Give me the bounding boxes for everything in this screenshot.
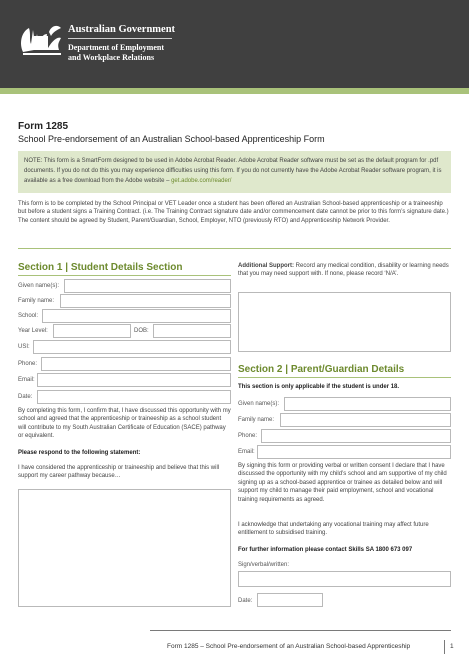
parent-consent-text: By signing this form or providing verbal or written consent I declare that I have discussed the opportunity with my child’s school and am supportive of my child signing up as a school-based apprentice or trainee as detailed below and will support my child to manage their paid employment, school and vocational training requirements as agreed. [238, 463, 447, 503]
usi-field[interactable] [33, 340, 231, 354]
section-divider [18, 248, 451, 249]
additional-support-text [238, 262, 451, 279]
section2-underline [238, 377, 451, 378]
additional-support-box[interactable] [238, 292, 451, 352]
career-pathway-response-box[interactable] [18, 489, 231, 607]
parent-family-name-label: Family name: [238, 417, 275, 423]
school-field[interactable] [42, 309, 231, 323]
dob-field[interactable] [153, 324, 231, 338]
additional-support-label: Additional Support: [238, 263, 294, 269]
note-text: NOTE: This form is a SmartForm designed to be used in Adobe Acrobat Reader. Adobe Acrobat Reader software must be set as the default program for .pdf documents. If you do not do this you may experience difficulties using this form. If you do not currently have the Adobe Acrobat Reader software program, it is available as a free download from the Adobe website – [24, 158, 442, 184]
training-acknowledgement-text: I acknowledge that undertaking any vocational training may affect future entitlement to subsidised training. [238, 522, 429, 537]
student-confirmation-text: By completing this form, I confirm that, I have discussed this opportunity with my school and agreed that the apprenticeship or traineeship as a school student will contribute to my South Australian Certificate of Education (SACE) pathway or equivalent. [18, 408, 231, 440]
header-accent-bar [0, 88, 469, 94]
smartform-note [18, 151, 451, 193]
page-number: 1 [450, 643, 454, 650]
parent-given-names-field[interactable] [284, 397, 451, 411]
parent-phone-label: Phone: [238, 433, 258, 439]
family-name-label: Family name: [18, 298, 55, 304]
parent-date-label: Date: [238, 598, 253, 604]
email-label: Email: [18, 377, 35, 383]
parent-family-name-field[interactable] [280, 413, 451, 427]
section1-heading: Section 1 | Student Details Section [18, 262, 183, 273]
family-name-field[interactable] [60, 294, 231, 308]
year-level-field[interactable] [53, 324, 131, 338]
usi-label: USI: [18, 344, 30, 350]
section1-underline [18, 275, 231, 276]
email-field[interactable] [37, 373, 231, 387]
parent-date-field[interactable] [257, 593, 323, 607]
parent-phone-field[interactable] [261, 429, 451, 443]
government-title: Australian Government [68, 24, 176, 35]
parent-email-label: Email: [238, 449, 255, 455]
signature-field[interactable] [238, 571, 451, 587]
career-statement-text: I have considered the apprenticeship or traineeship and believe that this will support my career pathway because… [18, 465, 220, 480]
department-name-line2: and Workplace Relations [68, 53, 155, 62]
respond-instruction: Please respond to the following statement: [18, 450, 141, 456]
coat-of-arms-icon [17, 22, 65, 58]
skills-sa-contact: For further information please contact Skills SA 1800 673 097 [238, 547, 413, 553]
signature-label: Sign/verbal/written: [238, 562, 290, 568]
section2-heading: Section 2 | Parent/Guardian Details [238, 364, 405, 375]
additional-support-description: Record any medical condition, disability or learning needs that you may need support with. If none, please record ‘N/A’. [238, 263, 449, 278]
footer-separator [444, 640, 445, 654]
section2-applicability: This section is only applicable if the student is under 18. [238, 384, 400, 390]
header-divider [68, 38, 172, 39]
adobe-link[interactable]: get.adobe.com/reader/ [171, 178, 232, 184]
parent-email-field[interactable] [257, 445, 451, 459]
year-level-label: Year Level: [18, 328, 48, 334]
phone-label: Phone: [18, 361, 38, 367]
dob-label: DOB: [134, 328, 149, 334]
department-name-line1: Department of Employment [68, 43, 164, 52]
header-banner [0, 0, 469, 88]
phone-field[interactable] [41, 357, 231, 371]
form-title: School Pre-endorsement of an Australian School-based Apprenticeship Form [18, 134, 325, 144]
intro-paragraph: This form is to be completed by the School Principal or VET Leader once a student has been offered an Australian School-based apprenticeship or a traineeship but before a student signs a Training Contract. (i.e. The Training Contract signature date and/or commencement date cannot be prior to this form’s signature date.) The content should be agreed by Student, Parent/Guardian, School, Employer, NTO (previously RTO) and Apprenticeship Network Provider. [18, 201, 449, 224]
school-label: School: [18, 313, 39, 319]
footer-divider [150, 630, 451, 631]
form-number: Form 1285 [18, 121, 69, 132]
given-names-field[interactable] [64, 279, 231, 293]
footer-title: Form 1285 – School Pre-endorsement of an Australian School-based Apprenticeship [167, 643, 411, 650]
parent-given-names-label: Given name(s): [238, 401, 280, 407]
date-field[interactable] [37, 390, 231, 404]
date-label: Date: [18, 394, 33, 400]
given-names-label: Given name(s): [18, 283, 60, 289]
